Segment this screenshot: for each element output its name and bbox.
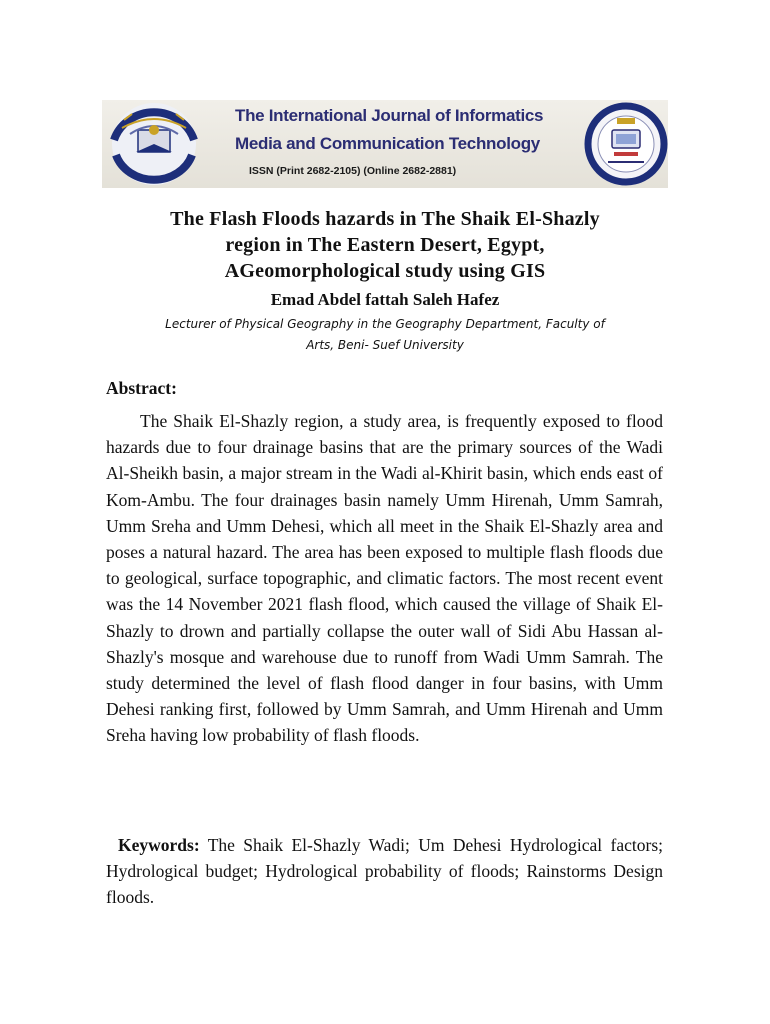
- journal-seal-icon: [588, 106, 664, 182]
- article-title-line3: AGeomorphological study using GIS: [224, 260, 546, 282]
- journal-header-banner: [102, 100, 668, 188]
- article-title-line2: region in The Eastern Desert, Egypt,: [225, 234, 545, 256]
- affiliation-line1: Lecturer of Physical Geography in the Geography Department, Faculty of: [165, 317, 605, 331]
- keywords-text: The Shaik El-Shazly Wadi; Um Dehesi Hydrological factors; Hydrological budget; Hydrological probability of floods; Rainstorms Design floods.: [106, 835, 663, 908]
- keywords-paragraph: [106, 832, 663, 911]
- article-title: [100, 206, 670, 284]
- affiliation-line2: Arts, Beni- Suef University: [306, 338, 464, 352]
- keywords-label: Keywords:: [118, 835, 200, 855]
- journal-name-line2: Media and Communication Technology: [235, 134, 540, 153]
- abstract-body: The Shaik El-Shazly region, a study area, is frequently exposed to flood hazards due to four drainage basins that are the primary sources of the Wadi Al-Sheikh basin, a major stream in the Wadi al-Khirit basin, which ends east of Kom-Ambu. The four drainages basin namely Umm Hirenah, Umm Samrah, Umm Sreha and Umm Dehesi, which all meet in the Shaik El-Shazly area and poses a natural hazard. The area has been exposed to multiple flash floods due to geological, surface topographic, and climatic factors. The most recent event was the 14 November 2021 flash flood, which caused the village of Shaik El-Shazly to drown and partially collapse the outer wall of Sidi Abu Hassan al-Shazly's mosque and warehouse due to runoff from Wadi Umm Samrah. The study determined the level of flash flood danger in four basins, with Umm Dehesi ranking first, followed by Umm Samrah, and Umm Hirenah and Umm Sreha having low probability of flash floods.: [106, 411, 663, 746]
- article-title-line1: The Flash Floods hazards in The Shaik El-Shazly: [170, 208, 600, 230]
- journal-issn: ISSN (Print 2682-2105) (Online 2682-2881): [249, 165, 457, 177]
- abstract-heading: Abstract:: [106, 378, 177, 398]
- journal-name-line1: The International Journal of Informatics: [235, 106, 544, 125]
- university-seal-icon: [112, 103, 196, 185]
- author-name: Emad Abdel fattah Saleh Hafez: [270, 290, 500, 309]
- author-affiliation: [110, 314, 660, 356]
